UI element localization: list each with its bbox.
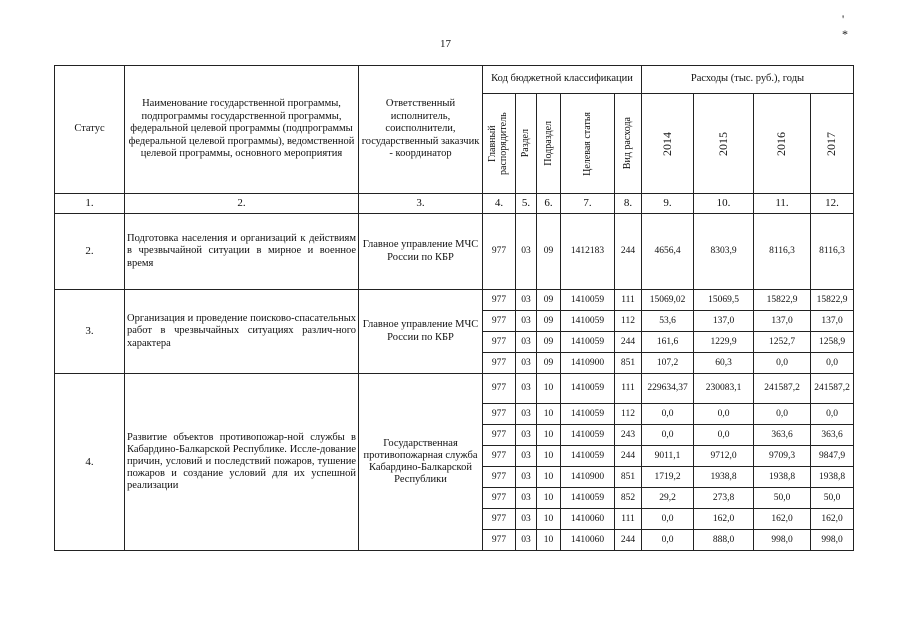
table-cell: 4656,4	[642, 214, 694, 290]
program-name-cell: Развитие объектов противопожар-ной службы в Кабардино-Балкарской Республике. Иссле-дование причин, условий и последствий пожаров, тушение пожаров и создание условий для их успешной реализации	[125, 374, 359, 551]
table-row	[55, 290, 854, 311]
table-cell: 162,0	[694, 509, 754, 530]
responsible-cell: Главное управление МЧС России по КБР	[359, 290, 483, 374]
table-cell: 111	[615, 374, 642, 404]
header-main-manager: Главный распорядитель	[483, 94, 516, 194]
table-cell: 09	[537, 311, 561, 332]
table-cell: 50,0	[754, 488, 811, 509]
index-cell: 8.	[615, 194, 642, 214]
table-cell: 0,0	[642, 404, 694, 425]
program-name-cell: Подготовка населения и организаций к действиям в чрезвычайной ситуации в мирное и военное время	[125, 214, 359, 290]
table-cell: 0,0	[811, 404, 854, 425]
table-cell: 1410900	[561, 467, 615, 488]
table-cell: 137,0	[694, 311, 754, 332]
table-cell: 03	[516, 332, 537, 353]
index-cell: 3.	[359, 194, 483, 214]
column-index-row	[55, 194, 854, 214]
header-program-name: Наименование государственной программы, подпрограммы государственной программы, федеральной целевой программы (подпрограммы федеральной целевой программы), ведомственной целевой программы, основного мероприятия	[125, 66, 359, 194]
table-cell: 1410059	[561, 404, 615, 425]
table-cell: 851	[615, 353, 642, 374]
table-cell: 363,6	[811, 425, 854, 446]
table-cell: 107,2	[642, 353, 694, 374]
header-year-2016: 2016	[754, 94, 811, 194]
table-row	[55, 374, 854, 404]
table-cell: 244	[615, 446, 642, 467]
table-cell: 03	[516, 530, 537, 551]
header-target-article: Целевая статья	[561, 94, 615, 194]
table-cell: 977	[483, 488, 516, 509]
responsible-cell: Главное управление МЧС России по КБР	[359, 214, 483, 290]
table-cell: 977	[483, 467, 516, 488]
table-cell: 03	[516, 214, 537, 290]
table-cell: 852	[615, 488, 642, 509]
table-cell: 363,6	[754, 425, 811, 446]
table-cell: 244	[615, 530, 642, 551]
table-cell: 1719,2	[642, 467, 694, 488]
header-year-2015: 2015	[694, 94, 754, 194]
table-cell: 1410060	[561, 530, 615, 551]
table-cell: 244	[615, 332, 642, 353]
table-cell: 977	[483, 311, 516, 332]
table-cell: 1938,8	[811, 467, 854, 488]
table-cell: 1252,7	[754, 332, 811, 353]
table-cell: 0,0	[642, 509, 694, 530]
table-cell: 50,0	[811, 488, 854, 509]
table-cell: 03	[516, 509, 537, 530]
table-body	[55, 214, 854, 551]
table-cell: 9847,9	[811, 446, 854, 467]
table-cell: 977	[483, 404, 516, 425]
table-cell: 1410059	[561, 311, 615, 332]
table-row	[55, 214, 854, 290]
header-expense-type: Вид расхода	[615, 94, 642, 194]
table-cell: 10	[537, 404, 561, 425]
table-cell: 112	[615, 311, 642, 332]
table-cell: 241587,2	[754, 374, 811, 404]
table-cell: 15069,02	[642, 290, 694, 311]
table-cell: 15822,9	[754, 290, 811, 311]
table-cell: 10	[537, 446, 561, 467]
index-cell: 4.	[483, 194, 516, 214]
table-cell: 977	[483, 332, 516, 353]
table-cell: 1410059	[561, 425, 615, 446]
table-cell: 1938,8	[694, 467, 754, 488]
table-cell: 1410059	[561, 488, 615, 509]
index-cell: 10.	[694, 194, 754, 214]
table-cell: 1229,9	[694, 332, 754, 353]
table-cell: 241587,2	[811, 374, 854, 404]
header-responsible: Ответственный исполнитель, соисполнители, государственный заказчик - координатор	[359, 66, 483, 194]
header-expenses: Расходы (тыс. руб.), годы	[642, 66, 854, 94]
table-cell: 161,6	[642, 332, 694, 353]
table-cell: 162,0	[811, 509, 854, 530]
table-cell: 977	[483, 446, 516, 467]
table-cell: 03	[516, 404, 537, 425]
responsible-cell: Государственная противопожарная служба Кабардино-Балкарской Республики	[359, 374, 483, 551]
header-subsection: Подраздел	[537, 94, 561, 194]
table-cell: 9709,3	[754, 446, 811, 467]
index-cell: 2.	[125, 194, 359, 214]
table-cell: 1938,8	[754, 467, 811, 488]
table-cell: 998,0	[811, 530, 854, 551]
table-cell: 8116,3	[754, 214, 811, 290]
table-cell: 273,8	[694, 488, 754, 509]
table-cell: 09	[537, 332, 561, 353]
table-cell: 03	[516, 353, 537, 374]
index-cell: 1.	[55, 194, 125, 214]
table-cell: 0,0	[642, 425, 694, 446]
table-cell: 977	[483, 290, 516, 311]
index-cell: 7.	[561, 194, 615, 214]
table-cell: 09	[537, 214, 561, 290]
index-cell: 6.	[537, 194, 561, 214]
table-cell: 1412183	[561, 214, 615, 290]
table-cell: 03	[516, 467, 537, 488]
header-status: Статус	[55, 66, 125, 194]
table-cell: 0,0	[754, 353, 811, 374]
table-cell: 60,3	[694, 353, 754, 374]
index-cell: 12.	[811, 194, 854, 214]
table-cell: 888,0	[694, 530, 754, 551]
table-cell: 243	[615, 425, 642, 446]
table-cell: 1410060	[561, 509, 615, 530]
table-cell: 09	[537, 290, 561, 311]
table-cell: 10	[537, 467, 561, 488]
page-number: 17	[440, 38, 451, 50]
table-cell: 1410059	[561, 332, 615, 353]
header-year-2014: 2014	[642, 94, 694, 194]
table-cell: 09	[537, 353, 561, 374]
table-cell: 1258,9	[811, 332, 854, 353]
budget-table	[54, 65, 854, 551]
table-cell: 998,0	[754, 530, 811, 551]
table-cell: 03	[516, 290, 537, 311]
table-cell: 1410900	[561, 353, 615, 374]
table-cell: 10	[537, 374, 561, 404]
table-cell: 03	[516, 425, 537, 446]
table-cell: 53,6	[642, 311, 694, 332]
table-cell: 137,0	[811, 311, 854, 332]
table-cell: 111	[615, 509, 642, 530]
table-cell: 10	[537, 425, 561, 446]
table-cell: 0,0	[694, 425, 754, 446]
table-cell: 0,0	[754, 404, 811, 425]
table-cell: 111	[615, 290, 642, 311]
table-cell: 230083,1	[694, 374, 754, 404]
table-cell: 1410059	[561, 374, 615, 404]
table-cell: 1410059	[561, 290, 615, 311]
index-cell: 9.	[642, 194, 694, 214]
table-cell: 8116,3	[811, 214, 854, 290]
program-name-cell: Организация и проведение поисково-спасательных работ в чрезвычайных ситуациях различ-ного характера	[125, 290, 359, 374]
table-cell: 977	[483, 530, 516, 551]
table-cell: 1410059	[561, 446, 615, 467]
status-cell: 4.	[55, 374, 125, 551]
status-cell: 2.	[55, 214, 125, 290]
header-budget-code: Код бюджетной классификации	[483, 66, 642, 94]
table-cell: 29,2	[642, 488, 694, 509]
table-cell: 137,0	[754, 311, 811, 332]
table-cell: 229634,37	[642, 374, 694, 404]
corner-marks: ' *	[842, 12, 876, 41]
table-cell: 0,0	[811, 353, 854, 374]
table-cell: 162,0	[754, 509, 811, 530]
status-cell: 3.	[55, 290, 125, 374]
table-cell: 851	[615, 467, 642, 488]
table-cell: 03	[516, 446, 537, 467]
table-cell: 0,0	[642, 530, 694, 551]
table-cell: 03	[516, 311, 537, 332]
table-cell: 0,0	[694, 404, 754, 425]
table-cell: 15069,5	[694, 290, 754, 311]
table-cell: 03	[516, 374, 537, 404]
table-cell: 03	[516, 488, 537, 509]
table-cell: 977	[483, 374, 516, 404]
header-section: Раздел	[516, 94, 537, 194]
table-cell: 9011,1	[642, 446, 694, 467]
table-cell: 977	[483, 509, 516, 530]
table-cell: 15822,9	[811, 290, 854, 311]
table-cell: 112	[615, 404, 642, 425]
table-cell: 244	[615, 214, 642, 290]
table-cell: 10	[537, 488, 561, 509]
table-cell: 10	[537, 530, 561, 551]
table-cell: 977	[483, 214, 516, 290]
table-cell: 977	[483, 425, 516, 446]
table-cell: 8303,9	[694, 214, 754, 290]
table-cell: 9712,0	[694, 446, 754, 467]
table-cell: 10	[537, 509, 561, 530]
index-cell: 5.	[516, 194, 537, 214]
table-cell: 977	[483, 353, 516, 374]
index-cell: 11.	[754, 194, 811, 214]
header-year-2017: 2017	[811, 94, 854, 194]
